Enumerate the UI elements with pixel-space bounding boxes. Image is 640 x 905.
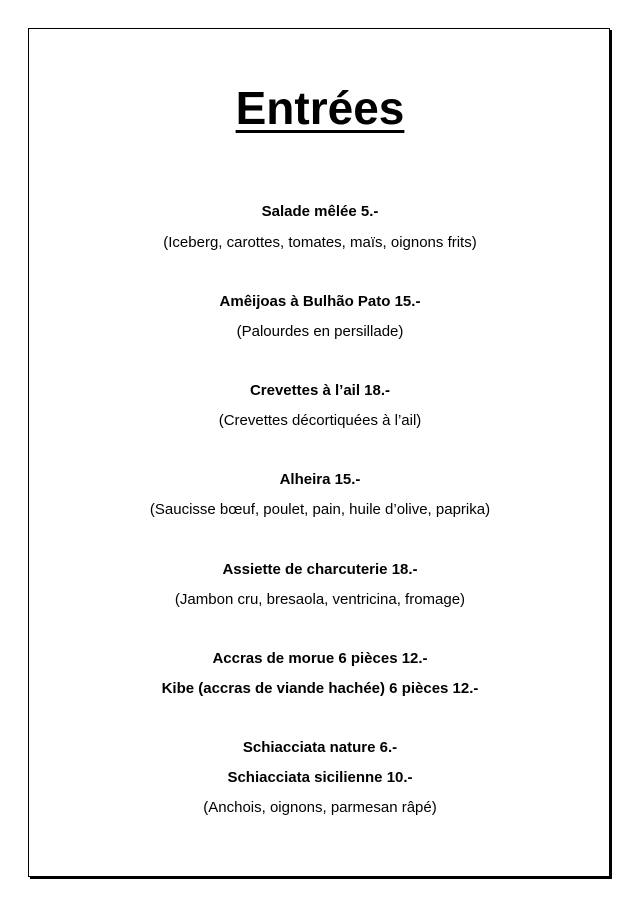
menu-item-name-schiacciata-sicilienne: Schiacciata sicilienne 10.-	[227, 769, 413, 786]
menu-item-desc-crevettes: (Crevettes décortiquées à l’ail)	[218, 412, 422, 429]
menu-item-name-ameijoas: Amêijoas à Bulhão Pato 15.-	[219, 293, 421, 310]
menu-item-desc-charcuterie: (Jambon cru, bresaola, ventricina, fromage)	[174, 591, 466, 608]
menu-item-desc-ameijoas: (Palourdes en persillade)	[236, 323, 404, 340]
menu-item-desc-alheira: (Saucisse bœuf, poulet, pain, huile d’olive, paprika)	[149, 501, 491, 518]
menu-item-desc-schiacciata-sicilienne: (Anchois, oignons, parmesan râpé)	[203, 799, 437, 816]
menu-item-desc-salade: (Iceberg, carottes, tomates, maïs, oignons frits)	[163, 234, 477, 251]
menu-item-name-accras-morue: Accras de morue 6 pièces 12.-	[212, 650, 428, 667]
menu-item-name-alheira: Alheira 15.-	[279, 471, 361, 488]
menu-item-name-charcuterie: Assiette de charcuterie 18.-	[222, 561, 418, 578]
page-title: Entrées	[235, 82, 405, 134]
menu-item-name-kibe: Kibe (accras de viande hachée) 6 pièces 12.-	[161, 680, 479, 697]
menu-item-name-schiacciata-nature: Schiacciata nature 6.-	[242, 739, 398, 756]
menu-item-name-crevettes: Crevettes à l’ail 18.-	[249, 382, 391, 399]
menu-item-name-salade: Salade mêlée 5.-	[261, 203, 379, 220]
